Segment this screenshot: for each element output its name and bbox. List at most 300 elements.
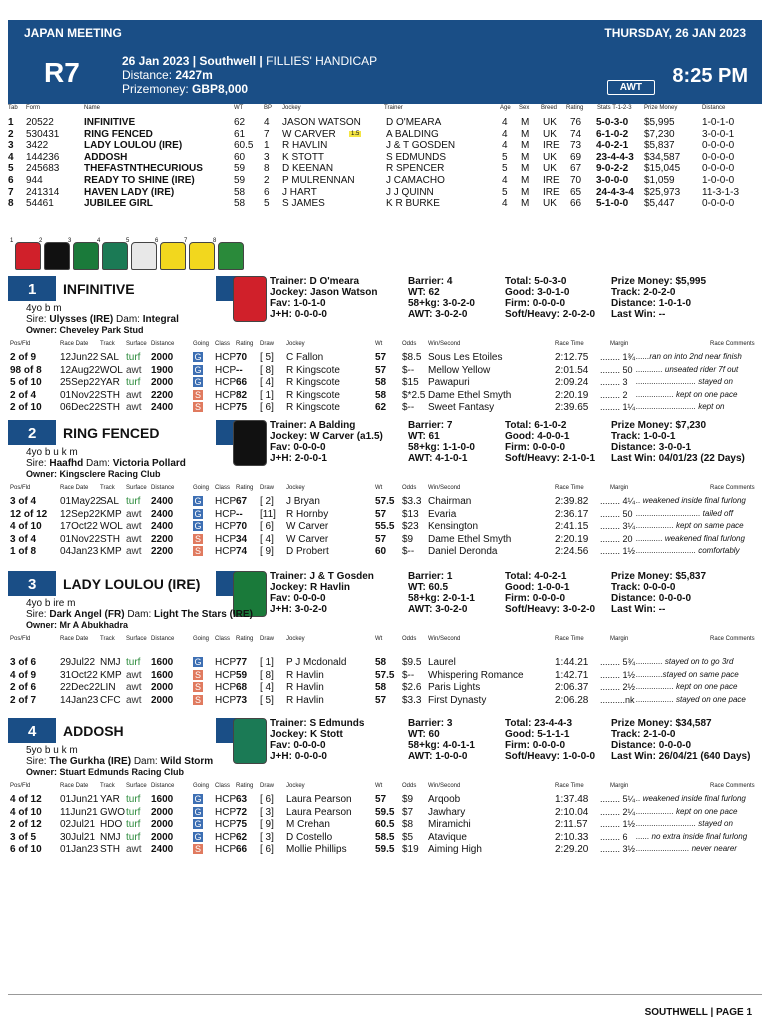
run-weight: 57 <box>375 364 387 376</box>
run-jockey: Laura Pearson <box>286 794 352 805</box>
horse-stat-jockey: Jockey: K Stott <box>270 729 343 740</box>
horse-breeding <box>26 314 179 325</box>
field-jockey: P MULRENNAN <box>282 175 355 186</box>
run-time: 2:10.33 <box>555 831 589 843</box>
col-trainer: Trainer <box>384 105 403 111</box>
run-jockey: R Hornby <box>286 508 329 520</box>
form-col-rating: Rating <box>236 636 254 642</box>
field-bp: 1 <box>264 140 270 152</box>
run-weight: 57 <box>375 694 387 706</box>
run-track: KMP <box>100 669 122 681</box>
run-surface: turf <box>126 496 141 507</box>
field-sex: M <box>521 117 530 128</box>
horse-stat-jockey: Jockey: R Havlin <box>270 582 351 593</box>
run-odds: $3.3 <box>402 496 422 507</box>
horse-stat-distance: Distance: 1-0-1-0 <box>611 298 692 309</box>
form-row <box>10 509 752 521</box>
run-distance: 2000 <box>151 694 174 706</box>
field-tab: 8 <box>8 198 14 210</box>
run-rating: 75 <box>236 402 248 413</box>
horse-stat-jockey: Jockey: W Carver (a1.5) <box>270 431 383 442</box>
horse-stat-kg: 58+kg: 3-0-2-0 <box>408 298 475 309</box>
run-class: HCP <box>215 657 237 668</box>
form-row <box>10 496 752 508</box>
run-distance: 2200 <box>151 533 174 545</box>
run-weight: 62 <box>375 402 387 413</box>
form-col-track: Track <box>100 485 115 491</box>
col-tab: Tab <box>8 105 18 111</box>
going-badge: G <box>194 364 202 375</box>
jockey-silk <box>102 242 128 270</box>
field-breed: UK <box>543 151 557 163</box>
going-badge: G <box>194 508 202 519</box>
field-name: RING FENCED <box>84 128 153 140</box>
field-dist: 1-0-1-0 <box>702 117 735 128</box>
run-comment: ...... no extra inside final furlong <box>636 831 748 841</box>
field-breed: IRE <box>543 186 560 198</box>
col-sex: Sex <box>519 105 530 111</box>
form-col-class: Class <box>215 636 231 642</box>
run-surface: turf <box>126 794 141 805</box>
run-track: SAL <box>100 352 119 363</box>
silk-number: 4 <box>97 238 101 244</box>
race-banner <box>8 45 762 104</box>
field-age: 4 <box>502 117 508 128</box>
run-class: HCP <box>215 794 237 805</box>
horse-owner: Owner: Stuart Edmunds Racing Club <box>26 767 185 777</box>
run-date: 11Jun21 <box>60 806 98 818</box>
run-weight: 57 <box>375 794 387 805</box>
horse-breeding <box>26 609 253 620</box>
field-tab: 7 <box>8 186 14 198</box>
going-badge: S <box>194 533 201 544</box>
field-sex: M <box>521 198 530 210</box>
run-margin: ........ 1¼ <box>600 402 636 412</box>
form-col-time: Race Time <box>555 783 584 789</box>
run-position: 3 of 4 <box>10 496 37 507</box>
horse-owner: Owner: Mr A Abukhadra <box>26 620 129 630</box>
run-distance: 1600 <box>151 794 174 805</box>
run-comment: ........................ never nearer <box>636 844 737 853</box>
field-trainer: D O'MEARA <box>386 117 442 128</box>
horse-number: 1 <box>28 281 37 298</box>
form-col-comments: Race Comments <box>710 341 755 347</box>
run-draw: [ 1] <box>260 389 274 401</box>
form-row <box>10 844 752 856</box>
form-col-distance: Distance <box>151 485 175 491</box>
going-badge: S <box>194 402 201 412</box>
field-name: READY TO SHINE (IRE) <box>84 175 195 186</box>
run-date: 01Nov22 <box>60 389 101 401</box>
going-badge: G <box>194 496 202 506</box>
horse-number: 4 <box>28 723 37 740</box>
horse-silk <box>233 276 267 322</box>
form-col-jockey: Jockey <box>286 783 305 789</box>
field-form: 944 <box>26 175 43 186</box>
run-odds: $7 <box>402 806 414 818</box>
field-stats: 3-0-0-0 <box>596 175 629 186</box>
form-col-draw: Draw <box>260 783 275 789</box>
field-trainer: K R BURKE <box>386 198 440 210</box>
field-name: JUBILEE GIRL <box>84 198 153 210</box>
form-col-jockey: Jockey <box>286 636 305 642</box>
run-position: 2 of 4 <box>10 389 37 401</box>
field-row <box>8 187 762 199</box>
field-bp: 2 <box>264 175 270 186</box>
field-name: LADY LOULOU (IRE) <box>84 140 183 152</box>
run-surface: awt <box>126 694 142 706</box>
run-surface: awt <box>126 546 142 557</box>
run-position: 12 of 12 <box>10 508 48 520</box>
horse-stat-jh: J+H: 0-0-0-0 <box>270 751 327 762</box>
run-distance: 1900 <box>151 364 174 376</box>
race-time: 8:25 PM <box>672 65 748 87</box>
run-weight: 59.5 <box>375 844 395 855</box>
field-row <box>8 129 762 141</box>
run-rating: 62 <box>236 831 248 843</box>
run-date: 30Jul21 <box>60 831 96 843</box>
field-wt: 61 <box>234 128 246 140</box>
horse-stat-awt: AWT: 4-1-0-1 <box>408 453 468 464</box>
sire-name: Haafhd <box>49 458 84 469</box>
run-margin: ........ 1½ <box>600 819 636 829</box>
run-surface: turf <box>126 352 141 363</box>
run-draw: [ 4] <box>260 682 274 693</box>
run-draw: [ 4] <box>260 533 274 545</box>
run-winner: Sweet Fantasy <box>428 402 495 413</box>
run-track: NMJ <box>100 831 121 843</box>
run-surface: awt <box>126 844 142 855</box>
horse-stat-soft: Soft/Heavy: 1-0-0-0 <box>505 751 596 762</box>
horse-stat-lastwin: Last Win: 26/04/21 (640 Days) <box>611 751 751 762</box>
form-col-wt: Wt <box>375 341 383 347</box>
going-badge: G <box>194 831 202 842</box>
field-form: 245683 <box>26 163 60 175</box>
run-track: KMP <box>100 546 122 557</box>
run-track: GWO <box>100 806 125 818</box>
col-wt: WT <box>234 105 244 111</box>
col-age: Age <box>500 105 511 111</box>
horse-stat-kg: 58+kg: 1-1-0-0 <box>408 442 475 453</box>
sire-label: Sire: <box>26 756 47 767</box>
run-track: KMP <box>100 508 122 520</box>
run-winner: Dame Ethel Smyth <box>428 389 512 401</box>
field-bp: 7 <box>264 128 270 140</box>
horse-stat-good: Good: 4-0-0-1 <box>505 431 570 442</box>
run-winner: Evaria <box>428 508 457 520</box>
field-form: 20522 <box>26 117 54 128</box>
form-row <box>10 534 752 546</box>
run-class: HCP <box>215 389 237 401</box>
form-col-surface: Surface <box>126 636 147 642</box>
form-col-odds: Odds <box>402 485 417 491</box>
run-comment: ........................... stayed on <box>636 819 733 828</box>
form-col-going: Going <box>193 485 210 491</box>
run-rating: 82 <box>236 389 248 401</box>
run-winner: Whispering Romance <box>428 669 524 681</box>
field-prize: $25,973 <box>644 186 681 198</box>
run-track: HDO <box>100 819 123 830</box>
run-time: 2:06.28 <box>555 694 589 706</box>
field-bp: 8 <box>264 163 270 175</box>
col-jockey: Jockey <box>282 105 301 111</box>
run-class: HCP <box>215 508 237 520</box>
horse-stat-distance: Distance: 3-0-0-1 <box>611 442 692 453</box>
run-track: STH <box>100 844 120 855</box>
run-date: 01Jun21 <box>60 794 99 805</box>
run-class: HCP <box>215 682 237 693</box>
run-class: HCP <box>215 352 237 363</box>
run-draw: [ 6] <box>260 402 274 413</box>
run-position: 3 of 5 <box>10 831 37 843</box>
form-row <box>10 390 752 402</box>
run-date: 25Sep22 <box>60 377 101 388</box>
col-prize: Prize Money <box>644 105 678 111</box>
horse-stat-fav: Fav: 1-0-1-0 <box>270 298 326 309</box>
horse-stat-barrier: Barrier: 3 <box>408 718 453 729</box>
field-row <box>8 140 762 152</box>
form-row <box>10 807 752 819</box>
run-track: WOL <box>100 521 123 532</box>
horse-stat-total: Total: 5-0-3-0 <box>505 276 567 287</box>
field-age: 4 <box>502 198 508 210</box>
sire-label: Sire: <box>26 609 47 620</box>
field-sex: M <box>521 175 530 186</box>
run-comment: ................. stayed on one pace <box>636 694 746 704</box>
field-stats: 5-1-0-0 <box>596 198 629 210</box>
run-winner: Jawhary <box>428 806 466 818</box>
run-comment: ........................... stayed on <box>636 377 733 386</box>
horse-stat-firm: Firm: 0-0-0-0 <box>505 740 566 751</box>
run-date: 02Jul21 <box>60 819 96 830</box>
form-col-comments: Race Comments <box>710 485 755 491</box>
run-weight: 60 <box>375 546 387 557</box>
going-badge: G <box>194 352 202 362</box>
col-breed: Breed <box>541 105 558 111</box>
run-odds: $19 <box>402 844 419 855</box>
field-row <box>8 175 762 187</box>
going-badge: S <box>194 694 201 705</box>
race-distance: 2427m <box>175 68 213 82</box>
run-distance: 2400 <box>151 844 174 855</box>
run-jockey: D Costello <box>286 831 333 843</box>
horse-silk <box>233 718 267 764</box>
field-dist: 0-0-0-0 <box>702 198 735 210</box>
run-class: HCP <box>215 694 237 706</box>
horse-stat-total: Total: 4-0-2-1 <box>505 571 567 582</box>
field-dist: 0-0-0-0 <box>702 151 735 163</box>
run-comment: ................. kept on one pace <box>636 682 738 691</box>
run-distance: 2200 <box>151 389 174 401</box>
horse-name: RING FENCED <box>63 425 160 441</box>
run-margin: ........ 50 <box>600 508 633 519</box>
form-col-track: Track <box>100 783 115 789</box>
run-date: 17Oct22 <box>60 521 98 532</box>
run-odds: $-- <box>402 364 415 376</box>
run-odds: $*2.5 <box>402 389 426 401</box>
jockey-silk <box>131 242 157 270</box>
run-position: 2 of 10 <box>10 402 42 413</box>
run-rating: 70 <box>236 352 248 363</box>
dam-name: Light The Stars (IRE) <box>154 609 253 620</box>
run-class: HCP <box>215 364 237 376</box>
run-position: 4 of 12 <box>10 794 42 805</box>
run-time: 1:44.21 <box>555 657 589 668</box>
horse-stat-track: Track: 2-1-0-0 <box>611 729 676 740</box>
run-rating: 34 <box>236 533 248 545</box>
field-jockey: W CARVER <box>282 128 336 140</box>
field-row <box>8 117 762 129</box>
run-odds: $23 <box>402 521 419 532</box>
sire-label: Sire: <box>26 458 47 469</box>
run-time: 2:11.57 <box>555 819 588 830</box>
run-weight: 55.5 <box>375 521 395 532</box>
horse-age-sex: 4yo b ire m <box>26 598 76 609</box>
horse-owner: Owner: Kingsclere Racing Club <box>26 469 161 479</box>
form-col-wt: Wt <box>375 636 383 642</box>
field-prize: $5,447 <box>644 198 675 210</box>
form-col-going: Going <box>193 636 210 642</box>
run-odds: $2.6 <box>402 682 422 693</box>
going-badge: S <box>194 669 201 680</box>
field-form: 144236 <box>26 151 60 163</box>
field-rating: 70 <box>570 175 582 186</box>
run-rating: 66 <box>236 377 248 388</box>
field-prize: $7,230 <box>644 128 675 140</box>
field-jockey: R HAVLIN <box>282 140 328 152</box>
run-distance: 2400 <box>151 521 174 532</box>
run-draw: [ 8] <box>260 364 274 376</box>
run-rating: 63 <box>236 794 248 805</box>
meeting-title: JAPAN MEETING <box>24 25 122 40</box>
run-surface: turf <box>126 831 141 843</box>
run-winner: Paris Lights <box>428 682 481 693</box>
field-row <box>8 163 762 175</box>
run-margin: ........ 1½ <box>600 546 636 556</box>
col-distance: Distance <box>702 105 726 111</box>
form-col-pos: Pos/Fld <box>10 783 31 789</box>
form-header-row <box>10 636 755 644</box>
form-row <box>10 402 752 414</box>
form-col-surface: Surface <box>126 341 147 347</box>
form-col-margin: Margin <box>610 341 629 347</box>
meeting-header <box>8 20 762 45</box>
run-jockey: J Bryan <box>286 496 320 507</box>
field-name: ADDOSH <box>84 151 128 163</box>
run-rating: 77 <box>236 657 248 668</box>
run-position: 98 of 8 <box>10 364 42 376</box>
horse-stat-barrier: Barrier: 1 <box>408 571 453 582</box>
form-row <box>10 794 752 806</box>
form-col-distance: Distance <box>151 636 175 642</box>
run-distance: 2400 <box>151 402 174 413</box>
run-weight: 57.5 <box>375 669 395 681</box>
form-row <box>10 819 752 831</box>
run-margin: ........ 5¼ <box>600 794 636 804</box>
form-col-time: Race Time <box>555 341 584 347</box>
sire-label: Sire: <box>26 314 47 325</box>
run-distance: 1600 <box>151 657 174 668</box>
horse-header-bar <box>8 718 263 743</box>
going-badge: G <box>194 806 202 817</box>
form-col-comments: Race Comments <box>710 783 755 789</box>
horse-header-bar <box>8 571 263 596</box>
field-age: 5 <box>502 186 508 198</box>
field-trainer: J J QUINN <box>386 186 434 198</box>
run-jockey: W Carver <box>286 533 329 545</box>
dam-label: Dam: <box>116 314 140 325</box>
run-draw: [ 6] <box>260 794 274 805</box>
horse-stat-soft: Soft/Heavy: 2-1-0-1 <box>505 453 596 464</box>
form-col-class: Class <box>215 783 231 789</box>
form-row <box>10 682 752 694</box>
run-jockey: R Kingscote <box>286 389 340 401</box>
run-rating: 68 <box>236 682 248 693</box>
run-winner: Miramichi <box>428 819 471 830</box>
run-track: LIN <box>100 682 116 693</box>
field-tab: 1 <box>8 117 14 128</box>
going-badge: S <box>194 546 201 556</box>
horse-stat-awt: AWT: 3-0-2-0 <box>408 309 468 320</box>
field-dist: 1-0-0-0 <box>702 175 735 186</box>
horse-silk <box>233 420 267 466</box>
run-comment: ........................... comfortably <box>636 546 740 555</box>
horse-stat-good: Good: 1-0-0-1 <box>505 582 570 593</box>
horse-stat-firm: Firm: 0-0-0-0 <box>505 298 566 309</box>
field-bp: 3 <box>264 151 270 163</box>
run-comment: ................. kept on one pace <box>636 389 738 399</box>
field-sex: M <box>521 140 530 152</box>
form-col-date: Race Date <box>60 485 89 491</box>
horse-stat-wt: WT: 61 <box>408 431 440 442</box>
horse-stat-track: Track: 1-0-0-1 <box>611 431 676 442</box>
run-weight: 58 <box>375 657 387 668</box>
run-position: 1 of 8 <box>10 546 37 557</box>
run-jockey: Mollie Phillips <box>286 844 347 855</box>
run-margin: ........ 5¾ <box>600 657 636 667</box>
form-col-winsecond: Win/Second <box>428 636 461 642</box>
going-badge: G <box>194 819 202 829</box>
form-col-odds: Odds <box>402 341 417 347</box>
field-dist: 0-0-0-0 <box>702 140 735 152</box>
horse-stat-awt: AWT: 1-0-0-0 <box>408 751 468 762</box>
run-time: 2:10.04 <box>555 806 589 818</box>
run-jockey: C Fallon <box>286 352 324 363</box>
form-col-class: Class <box>215 341 231 347</box>
field-jockey: K STOTT <box>282 151 325 163</box>
form-col-date: Race Date <box>60 341 89 347</box>
field-trainer: A BALDING <box>386 128 439 140</box>
run-time: 2:20.19 <box>555 533 589 545</box>
horse-stat-soft: Soft/Heavy: 2-0-2-0 <box>505 309 596 320</box>
form-col-rating: Rating <box>236 341 254 347</box>
run-draw: [ 1] <box>260 657 274 668</box>
run-surface: turf <box>126 819 141 830</box>
form-col-time: Race Time <box>555 636 584 642</box>
jockey-silk <box>189 242 215 270</box>
run-time: 2:01.54 <box>555 364 589 376</box>
horse-stat-jh: J+H: 3-0-2-0 <box>270 604 327 615</box>
horse-stat-prize: Prize Money: $5,995 <box>611 276 707 287</box>
form-col-distance: Distance <box>151 783 175 789</box>
run-comment: ................. kept on one pace <box>636 806 738 816</box>
run-date: 12Aug22 <box>60 364 101 376</box>
horse-stat-trainer: Trainer: J & T Gosden <box>270 571 374 582</box>
horse-number: 2 <box>28 425 37 442</box>
prize-label: Prizemoney: <box>122 82 189 96</box>
horse-stat-good: Good: 3-0-1-0 <box>505 287 570 298</box>
run-time: 2:20.19 <box>555 389 589 401</box>
